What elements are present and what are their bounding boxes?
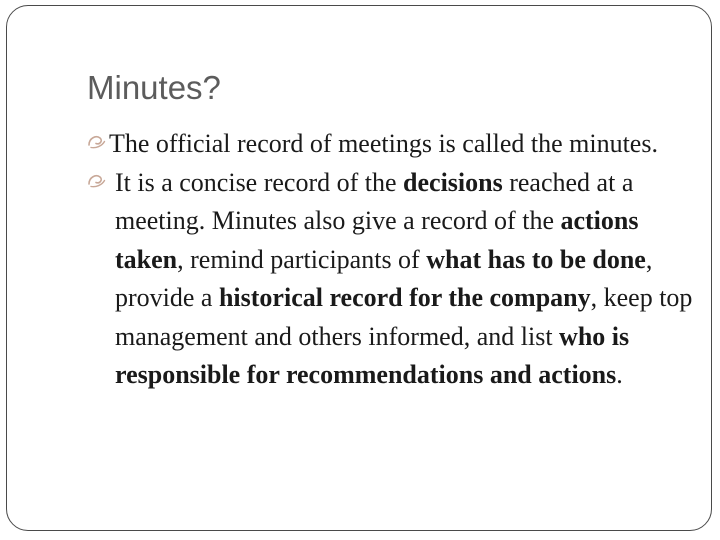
emphasis-text: historical record for the company bbox=[218, 283, 591, 312]
text-segment: , provide a bbox=[115, 244, 653, 312]
text-segment: , remind participants of bbox=[177, 244, 427, 274]
bullet-point-2 bbox=[87, 164, 707, 395]
emphasis-text: what has to be done bbox=[426, 244, 646, 274]
emphasis-text: actions taken bbox=[115, 206, 639, 274]
text-segment: , keep top management and others informed, and list bbox=[115, 283, 693, 351]
slide-body bbox=[87, 125, 707, 395]
bullet-text bbox=[109, 164, 707, 395]
bullet-point-1 bbox=[87, 125, 707, 164]
bullet-text bbox=[109, 125, 707, 164]
swirl-bullet-icon bbox=[87, 132, 107, 152]
swirl-bullet-icon bbox=[87, 171, 107, 191]
text-segment: The official record of meetings is called the minutes. bbox=[109, 129, 658, 158]
text-segment: reached at a meeting. Minutes also give a record of the bbox=[115, 167, 634, 235]
emphasis-text: who is responsible for recommendations and actions bbox=[115, 321, 630, 389]
text-segment: . bbox=[616, 360, 623, 389]
emphasis-text: decisions bbox=[403, 167, 503, 197]
slide-frame bbox=[6, 5, 712, 531]
text-segment: It is a concise record of the bbox=[115, 167, 404, 197]
slide-title: Minutes? bbox=[87, 69, 221, 106]
